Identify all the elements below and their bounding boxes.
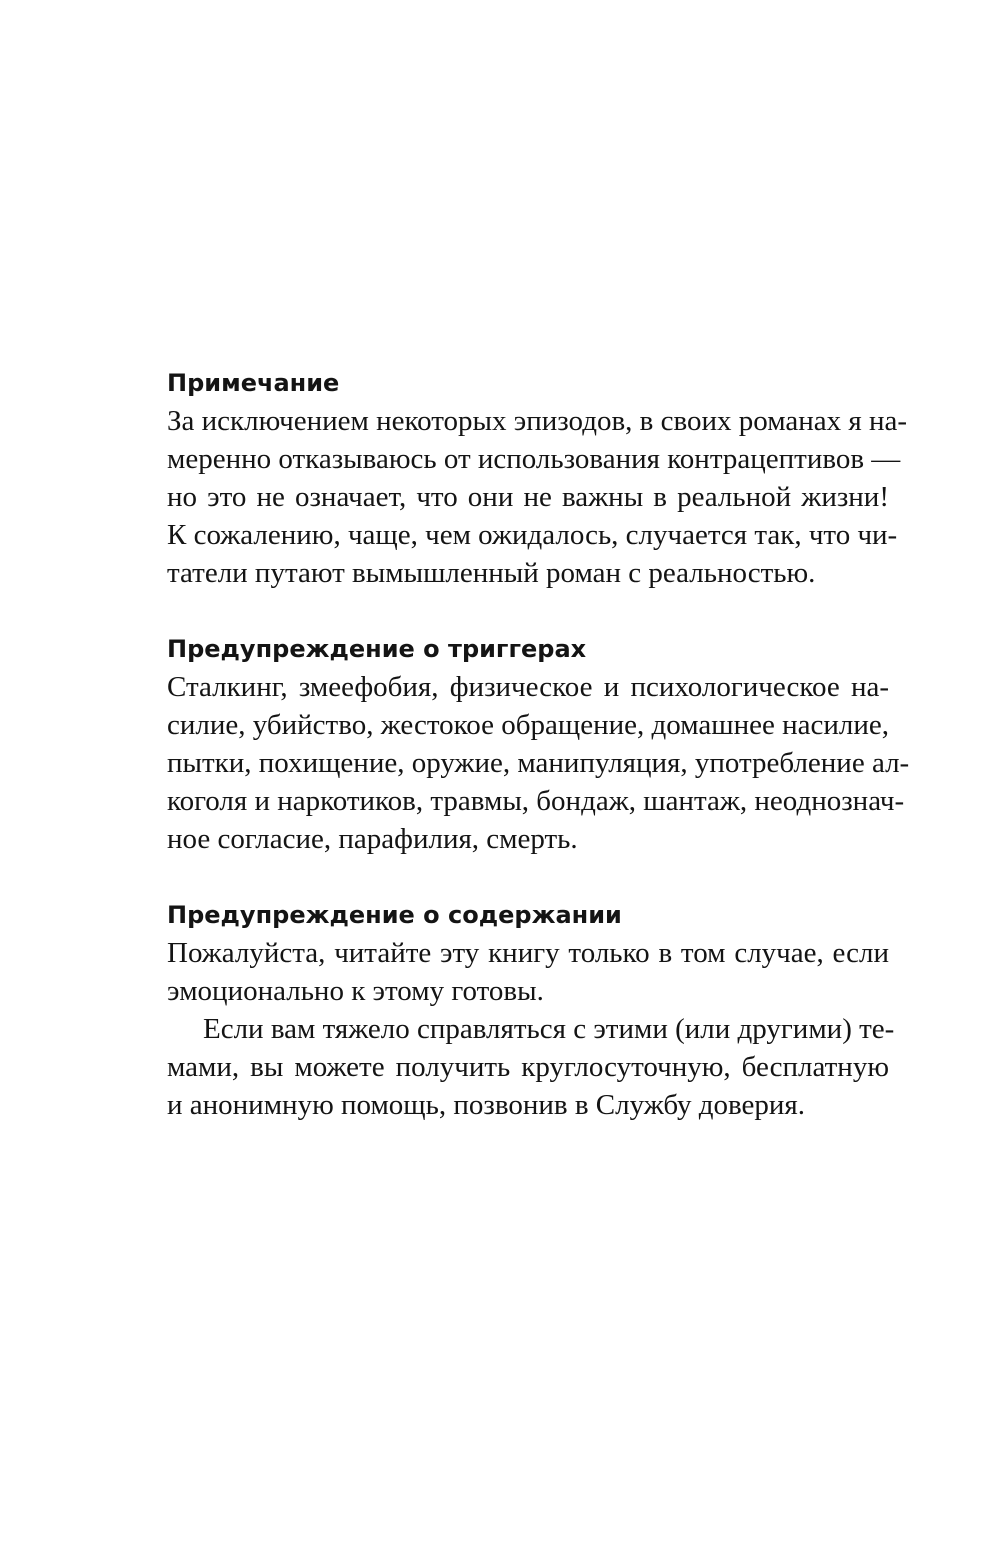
trigger-warning-section (167, 630, 910, 858)
text-line: Сталкинг, змеефобия, физическое и психологическое на- (167, 671, 889, 703)
text-line: пытки, похищение, оружие, манипуляция, употребление ал- (167, 747, 910, 779)
text-line: Если вам тяжело справляться с этими (или другими) те- (203, 1013, 895, 1045)
text-line: За исключением некоторых эпизодов, в своих романах я на- (167, 405, 907, 437)
text-line: мами, вы можете получить круглосуточную, бесплатную (167, 1051, 889, 1083)
text-line: но это не означает, что они не важны в реальной жизни! (167, 481, 889, 513)
text-line: татели путают вымышленный роман с реальностью. (167, 557, 816, 589)
text-line: силие, убийство, жестокое обращение, домашнее насилие, (167, 709, 889, 741)
section-heading: Предупреждение о триггерах (167, 635, 587, 663)
text-line: эмоционально к этому готовы. (167, 975, 544, 1007)
text-line: К сожалению, чаще, чем ожидалось, случается так, что чи- (167, 519, 898, 551)
content-warning-section (167, 896, 895, 1124)
text-line: меренно отказываюсь от использования контрацептивов — (167, 443, 901, 475)
section-heading: Примечание (167, 369, 340, 397)
text-line: ное согласие, парафилия, смерть. (167, 823, 578, 855)
text-line: и анонимную помощь, позвонив в Службу доверия. (167, 1089, 805, 1121)
book-page (167, 364, 910, 1124)
text-line: коголя и наркотиков, травмы, бондаж, шантаж, неоднознач- (167, 785, 905, 817)
section-heading: Предупреждение о содержании (167, 901, 622, 929)
text-line: Пожалуйста, читайте эту книгу только в том случае, если (167, 937, 889, 969)
note-section (167, 364, 907, 592)
